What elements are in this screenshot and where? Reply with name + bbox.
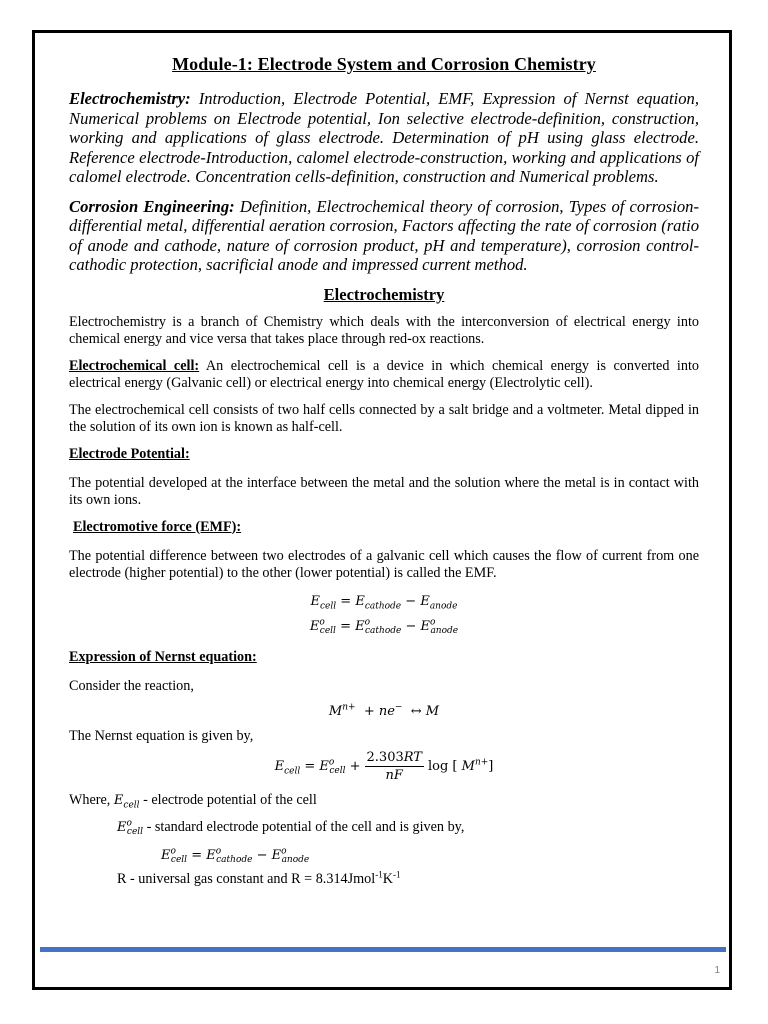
nernst-numerator: 2.303: [366, 749, 404, 765]
where-definition-1: - electrode potential of the cell: [139, 791, 317, 808]
electrochemical-cell-paragraph: [69, 358, 699, 393]
page-number: 1: [714, 965, 720, 976]
emf-heading: Electromotive force (EMF):: [73, 518, 242, 535]
standard-emf-equation-2: $E^o_{cell} = E^o_{cathode} - E^o_{anode}$: [161, 846, 310, 866]
nernst-heading: Expression of Nernst equation:: [69, 648, 257, 665]
electrode-potential-paragraph: The potential developed at the interface between the metal and the solution where the metal is in contact with its own ions.: [69, 474, 699, 508]
syllabus-text: Introduction, Electrode Potential, EMF, Expression of Nernst equation, Numerical problems on Electrode potential, Ion selective electrode-definition, construction, working and applications of glass electrode. Determination of pH using glass electrode. Reference electrode-Introduction, calomel electrode-construction, working and applications of calomel electrode. Concentration cells-definition, construction and Numerical problems.: [69, 89, 699, 186]
emf-paragraph: The potential difference between two electrodes of a galvanic cell which causes the flow of current from one electrode (higher potential) to the other (lower potential) is called the EMF.: [69, 547, 699, 581]
nernst-numerator-vars: RT: [403, 749, 422, 765]
syllabus-text: Definition, Electrochemical theory of corrosion, Types of corrosion-differential metal, differential aeration corrosion, Factors affecting the rate of corrosion (ratio of anode and cathode, nature of corrosion product, pH and temperature), corrosion control-cathodic protection, sacrificial anode and impressed current method.: [69, 196, 699, 274]
half-cell-paragraph: The electrochemical cell consists of two half cells connected by a salt bridge and a voltmeter. Metal dipped in the solution of its own ion is known as half-cell.: [69, 401, 699, 435]
standard-emf-equation: $E^o_{cell} = E^o_{cathode} - E^o_{anode}$: [309, 617, 459, 637]
syllabus-heading: Electrochemistry:: [69, 89, 191, 108]
page-title: Module-1: Electrode System and Corrosion Chemistry: [172, 54, 596, 74]
where-label: Where,: [69, 791, 111, 808]
consider-reaction-text: Consider the reaction,: [69, 677, 194, 694]
syllabus-corrosion: [69, 197, 699, 275]
footer-accent-bar: [40, 947, 726, 952]
nernst-equation: $E_{cell} = E^o_{cell}$ + $\frac{2.303RT}{nF}$ log [ $M^{n+}$]: [274, 749, 494, 783]
emf-equation: $E_{cell} = E_{cathode} - E_{anode}$: [310, 593, 458, 612]
gas-constant-line: R - universal gas constant and $R = 8.314Jmol^{-1}K^{-1}$: [117, 868, 401, 887]
where-line-2: $E^o_{cell}$ - standard electrode potential of the cell and is given by,: [117, 818, 465, 838]
reaction-equation: $M^{n+} + ne^-$ ↔ M: [328, 702, 440, 719]
log-label: log: [427, 758, 449, 774]
nernst-fraction: $\frac{2.303RT}{nF}$: [366, 749, 422, 783]
cell-heading: Electrochemical cell:: [69, 357, 200, 374]
document-body: [69, 50, 699, 888]
where-definition-2: - standard electrode potential of the cell and is given by,: [143, 818, 465, 835]
section-title: Electrochemistry: [323, 284, 445, 304]
syllabus-electrochemistry: [69, 89, 699, 187]
nernst-given-text: The Nernst equation is given by,: [69, 728, 254, 744]
syllabus-heading: Corrosion Engineering:: [69, 196, 235, 216]
electrode-potential-heading: Electrode Potential:: [69, 445, 190, 462]
where-line-1: Where, $E_{cell}$ - electrode potential of the cell: [69, 791, 317, 811]
intro-paragraph: Electrochemistry is a branch of Chemistry which deals with the interconversion of electrical energy into chemical energy and vice versa that takes place through red-ox reactions.: [69, 313, 699, 347]
cell-definition: An electrochemical cell is a device in which chemical energy is converted into electrical energy (Galvanic cell) or electrical energy into chemical energy (Electrolytic cell).: [69, 357, 699, 391]
gas-constant-text: R - universal gas constant and R = 8.314Jmol: [117, 870, 376, 887]
